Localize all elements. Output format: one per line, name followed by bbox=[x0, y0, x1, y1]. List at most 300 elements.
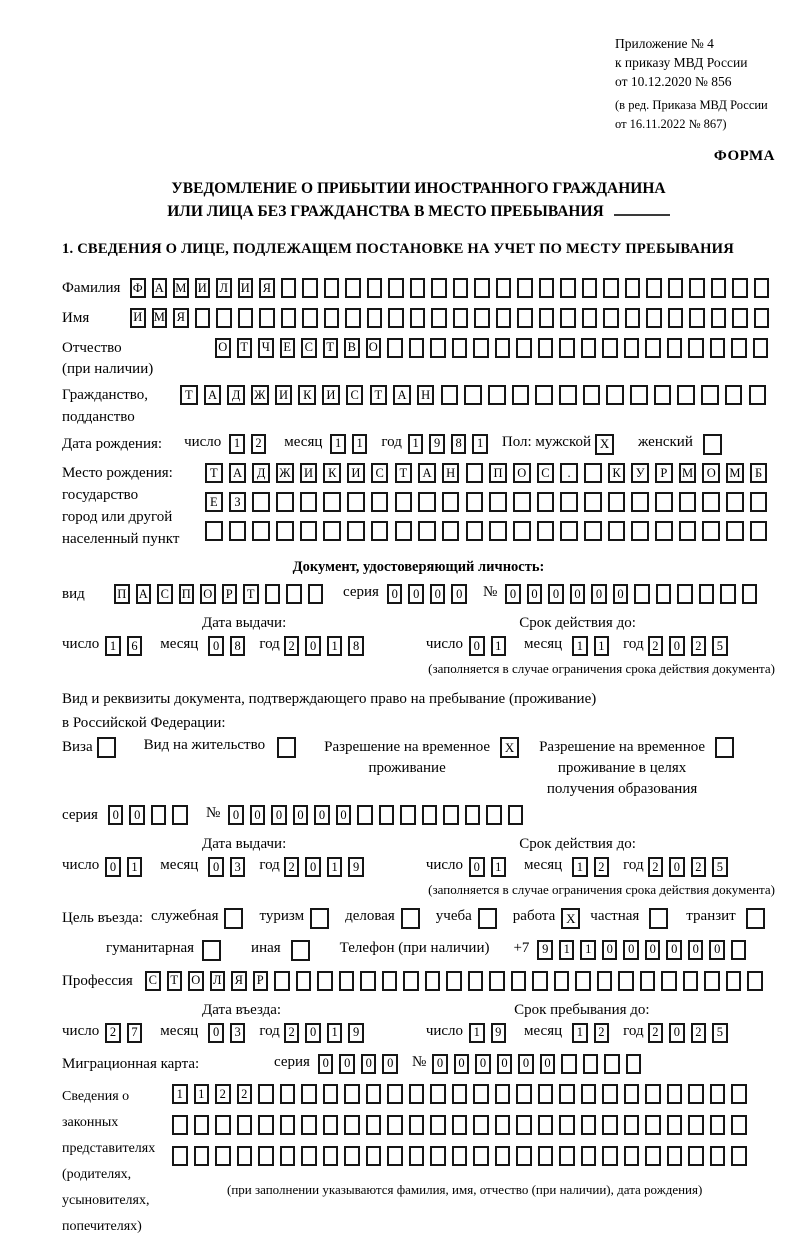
char-cell[interactable] bbox=[656, 584, 672, 604]
char-cell[interactable]: 1 bbox=[172, 1084, 188, 1104]
checkbox-cell[interactable] bbox=[202, 940, 221, 961]
char-cell[interactable]: 0 bbox=[454, 1054, 470, 1074]
char-cell[interactable] bbox=[535, 385, 553, 405]
char-cell[interactable] bbox=[667, 1084, 683, 1104]
char-cell[interactable] bbox=[410, 308, 426, 328]
char-cell[interactable]: И bbox=[300, 463, 318, 483]
char-cell[interactable]: 0 bbox=[540, 1054, 556, 1074]
char-cell[interactable] bbox=[677, 584, 693, 604]
char-cell[interactable] bbox=[559, 1084, 575, 1104]
char-cell[interactable] bbox=[468, 971, 484, 991]
char-cell[interactable]: К bbox=[323, 463, 341, 483]
char-cell[interactable] bbox=[538, 338, 554, 358]
char-cell[interactable]: 2 bbox=[648, 857, 664, 877]
char-cell[interactable]: Л bbox=[216, 278, 232, 298]
char-cell[interactable] bbox=[626, 1054, 642, 1074]
char-cell[interactable] bbox=[688, 1084, 704, 1104]
char-cell[interactable] bbox=[323, 521, 341, 541]
char-cell[interactable]: Н bbox=[442, 463, 460, 483]
char-cell[interactable]: 0 bbox=[430, 584, 446, 604]
char-cell[interactable]: 0 bbox=[105, 857, 121, 877]
char-cell[interactable] bbox=[731, 338, 747, 358]
char-cell[interactable]: 0 bbox=[108, 805, 124, 825]
char-cell[interactable]: 1 bbox=[572, 857, 588, 877]
char-cell[interactable] bbox=[324, 278, 340, 298]
char-cell[interactable] bbox=[688, 1115, 704, 1135]
char-cell[interactable]: 0 bbox=[250, 805, 266, 825]
char-cell[interactable] bbox=[726, 492, 744, 512]
char-cell[interactable] bbox=[357, 805, 373, 825]
char-cell[interactable] bbox=[194, 1115, 210, 1135]
char-cell[interactable] bbox=[258, 1146, 274, 1166]
char-cell[interactable]: 2 bbox=[251, 434, 267, 454]
char-cell[interactable] bbox=[516, 1115, 532, 1135]
char-cell[interactable] bbox=[323, 492, 341, 512]
char-cell[interactable]: Т bbox=[370, 385, 388, 405]
char-cell[interactable]: 0 bbox=[497, 1054, 513, 1074]
char-cell[interactable] bbox=[474, 308, 490, 328]
char-cell[interactable]: 1 bbox=[229, 434, 245, 454]
char-cell[interactable] bbox=[731, 1146, 747, 1166]
char-cell[interactable] bbox=[395, 492, 413, 512]
char-cell[interactable] bbox=[750, 521, 768, 541]
char-cell[interactable] bbox=[388, 308, 404, 328]
char-cell[interactable] bbox=[286, 584, 302, 604]
char-cell[interactable]: С bbox=[371, 463, 389, 483]
char-cell[interactable]: 1 bbox=[559, 940, 575, 960]
char-cell[interactable]: 2 bbox=[284, 857, 300, 877]
char-cell[interactable] bbox=[750, 492, 768, 512]
char-cell[interactable] bbox=[453, 278, 469, 298]
char-cell[interactable] bbox=[473, 338, 489, 358]
char-cell[interactable] bbox=[689, 278, 705, 298]
char-cell[interactable] bbox=[280, 1084, 296, 1104]
char-cell[interactable]: 9 bbox=[491, 1023, 507, 1043]
char-cell[interactable] bbox=[489, 492, 507, 512]
char-cell[interactable]: 0 bbox=[548, 584, 564, 604]
char-cell[interactable] bbox=[584, 492, 602, 512]
char-cell[interactable] bbox=[464, 385, 482, 405]
char-cell[interactable] bbox=[409, 1146, 425, 1166]
char-cell[interactable]: М bbox=[152, 308, 168, 328]
char-cell[interactable]: И bbox=[130, 308, 146, 328]
char-cell[interactable] bbox=[418, 521, 436, 541]
char-cell[interactable] bbox=[559, 338, 575, 358]
char-cell[interactable]: 2 bbox=[237, 1084, 253, 1104]
char-cell[interactable] bbox=[367, 308, 383, 328]
char-cell[interactable]: А bbox=[418, 463, 436, 483]
char-cell[interactable]: 0 bbox=[570, 584, 586, 604]
char-cell[interactable] bbox=[172, 1115, 188, 1135]
char-cell[interactable] bbox=[668, 308, 684, 328]
char-cell[interactable]: И bbox=[347, 463, 365, 483]
char-cell[interactable]: 0 bbox=[387, 584, 403, 604]
char-cell[interactable]: 3 bbox=[230, 857, 246, 877]
char-cell[interactable] bbox=[486, 805, 502, 825]
char-cell[interactable]: 0 bbox=[271, 805, 287, 825]
char-cell[interactable] bbox=[258, 1115, 274, 1135]
char-cell[interactable] bbox=[667, 338, 683, 358]
char-cell[interactable]: 1 bbox=[330, 434, 346, 454]
char-cell[interactable] bbox=[442, 521, 460, 541]
char-cell[interactable] bbox=[489, 971, 505, 991]
char-cell[interactable] bbox=[655, 521, 673, 541]
char-cell[interactable] bbox=[425, 971, 441, 991]
checkbox-cell[interactable] bbox=[715, 737, 734, 758]
char-cell[interactable] bbox=[732, 278, 748, 298]
char-cell[interactable]: О bbox=[702, 463, 720, 483]
char-cell[interactable]: 1 bbox=[194, 1084, 210, 1104]
char-cell[interactable] bbox=[645, 1115, 661, 1135]
char-cell[interactable] bbox=[302, 278, 318, 298]
char-cell[interactable] bbox=[710, 338, 726, 358]
char-cell[interactable] bbox=[508, 805, 524, 825]
checkbox-cell[interactable]: X bbox=[500, 737, 519, 758]
char-cell[interactable]: Д bbox=[227, 385, 245, 405]
char-cell[interactable] bbox=[604, 1054, 620, 1074]
char-cell[interactable] bbox=[731, 1115, 747, 1135]
char-cell[interactable]: 0 bbox=[228, 805, 244, 825]
char-cell[interactable]: 0 bbox=[475, 1054, 491, 1074]
char-cell[interactable] bbox=[452, 1146, 468, 1166]
char-cell[interactable] bbox=[584, 521, 602, 541]
char-cell[interactable] bbox=[646, 278, 662, 298]
char-cell[interactable] bbox=[754, 308, 770, 328]
char-cell[interactable] bbox=[667, 1146, 683, 1166]
char-cell[interactable] bbox=[581, 338, 597, 358]
char-cell[interactable]: 1 bbox=[408, 434, 424, 454]
char-cell[interactable]: У bbox=[631, 463, 649, 483]
checkbox-cell[interactable] bbox=[703, 434, 722, 455]
char-cell[interactable]: 1 bbox=[594, 636, 610, 656]
char-cell[interactable] bbox=[400, 805, 416, 825]
char-cell[interactable] bbox=[347, 492, 365, 512]
char-cell[interactable] bbox=[608, 492, 626, 512]
char-cell[interactable] bbox=[367, 278, 383, 298]
char-cell[interactable]: Б bbox=[750, 463, 768, 483]
char-cell[interactable] bbox=[559, 1115, 575, 1135]
char-cell[interactable] bbox=[645, 1146, 661, 1166]
char-cell[interactable]: 7 bbox=[127, 1023, 143, 1043]
char-cell[interactable] bbox=[172, 1146, 188, 1166]
char-cell[interactable] bbox=[259, 308, 275, 328]
char-cell[interactable]: 0 bbox=[336, 805, 352, 825]
char-cell[interactable] bbox=[473, 1115, 489, 1135]
char-cell[interactable] bbox=[645, 338, 661, 358]
char-cell[interactable]: Р bbox=[253, 971, 269, 991]
char-cell[interactable]: П bbox=[489, 463, 507, 483]
char-cell[interactable] bbox=[317, 971, 333, 991]
char-cell[interactable] bbox=[323, 1084, 339, 1104]
char-cell[interactable]: 8 bbox=[230, 636, 246, 656]
char-cell[interactable]: 9 bbox=[348, 1023, 364, 1043]
char-cell[interactable] bbox=[754, 278, 770, 298]
char-cell[interactable]: 0 bbox=[305, 636, 321, 656]
char-cell[interactable]: 2 bbox=[691, 1023, 707, 1043]
char-cell[interactable] bbox=[473, 1084, 489, 1104]
char-cell[interactable]: 0 bbox=[688, 940, 704, 960]
char-cell[interactable] bbox=[237, 1115, 253, 1135]
char-cell[interactable] bbox=[513, 492, 531, 512]
char-cell[interactable] bbox=[625, 308, 641, 328]
char-cell[interactable] bbox=[625, 278, 641, 298]
char-cell[interactable]: Ж bbox=[276, 463, 294, 483]
char-cell[interactable] bbox=[465, 805, 481, 825]
char-cell[interactable] bbox=[237, 1146, 253, 1166]
char-cell[interactable]: 0 bbox=[293, 805, 309, 825]
char-cell[interactable] bbox=[403, 971, 419, 991]
char-cell[interactable] bbox=[215, 1146, 231, 1166]
char-cell[interactable] bbox=[602, 1115, 618, 1135]
char-cell[interactable]: . bbox=[560, 463, 578, 483]
char-cell[interactable] bbox=[151, 805, 167, 825]
char-cell[interactable]: 0 bbox=[432, 1054, 448, 1074]
char-cell[interactable] bbox=[704, 971, 720, 991]
char-cell[interactable] bbox=[430, 1115, 446, 1135]
char-cell[interactable] bbox=[409, 1084, 425, 1104]
char-cell[interactable] bbox=[300, 492, 318, 512]
char-cell[interactable]: 2 bbox=[284, 636, 300, 656]
char-cell[interactable] bbox=[539, 308, 555, 328]
char-cell[interactable] bbox=[702, 492, 720, 512]
char-cell[interactable] bbox=[560, 521, 578, 541]
char-cell[interactable] bbox=[602, 1084, 618, 1104]
char-cell[interactable]: С bbox=[145, 971, 161, 991]
char-cell[interactable] bbox=[726, 521, 744, 541]
char-cell[interactable]: Т bbox=[395, 463, 413, 483]
char-cell[interactable]: С bbox=[157, 584, 173, 604]
char-cell[interactable]: 1 bbox=[572, 1023, 588, 1043]
char-cell[interactable] bbox=[630, 385, 648, 405]
char-cell[interactable]: И bbox=[238, 278, 254, 298]
char-cell[interactable]: О bbox=[215, 338, 231, 358]
char-cell[interactable] bbox=[324, 308, 340, 328]
char-cell[interactable]: Т bbox=[205, 463, 223, 483]
char-cell[interactable]: 1 bbox=[491, 636, 507, 656]
char-cell[interactable]: Л bbox=[210, 971, 226, 991]
char-cell[interactable]: А bbox=[393, 385, 411, 405]
char-cell[interactable] bbox=[701, 385, 719, 405]
char-cell[interactable] bbox=[488, 385, 506, 405]
char-cell[interactable] bbox=[711, 278, 727, 298]
char-cell[interactable]: 0 bbox=[305, 1023, 321, 1043]
char-cell[interactable] bbox=[344, 1084, 360, 1104]
char-cell[interactable] bbox=[699, 584, 715, 604]
char-cell[interactable] bbox=[516, 1146, 532, 1166]
char-cell[interactable]: 2 bbox=[594, 1023, 610, 1043]
char-cell[interactable] bbox=[581, 1115, 597, 1135]
char-cell[interactable]: 2 bbox=[648, 636, 664, 656]
char-cell[interactable]: 0 bbox=[382, 1054, 398, 1074]
char-cell[interactable] bbox=[281, 278, 297, 298]
char-cell[interactable]: С bbox=[346, 385, 364, 405]
char-cell[interactable]: 0 bbox=[339, 1054, 355, 1074]
char-cell[interactable] bbox=[301, 1115, 317, 1135]
char-cell[interactable] bbox=[645, 1084, 661, 1104]
char-cell[interactable]: В bbox=[344, 338, 360, 358]
char-cell[interactable] bbox=[747, 971, 763, 991]
char-cell[interactable] bbox=[172, 805, 188, 825]
char-cell[interactable] bbox=[301, 1084, 317, 1104]
char-cell[interactable]: 0 bbox=[129, 805, 145, 825]
char-cell[interactable]: 0 bbox=[408, 584, 424, 604]
char-cell[interactable] bbox=[511, 971, 527, 991]
char-cell[interactable]: 3 bbox=[230, 1023, 246, 1043]
char-cell[interactable] bbox=[229, 521, 247, 541]
char-cell[interactable]: Д bbox=[252, 463, 270, 483]
char-cell[interactable] bbox=[265, 584, 281, 604]
char-cell[interactable] bbox=[345, 278, 361, 298]
char-cell[interactable] bbox=[276, 492, 294, 512]
char-cell[interactable] bbox=[495, 1146, 511, 1166]
char-cell[interactable] bbox=[252, 492, 270, 512]
char-cell[interactable]: 0 bbox=[527, 584, 543, 604]
char-cell[interactable]: Т bbox=[243, 584, 259, 604]
char-cell[interactable] bbox=[532, 971, 548, 991]
char-cell[interactable] bbox=[561, 1054, 577, 1074]
char-cell[interactable]: И bbox=[322, 385, 340, 405]
char-cell[interactable]: Т bbox=[180, 385, 198, 405]
char-cell[interactable] bbox=[495, 1084, 511, 1104]
char-cell[interactable]: С bbox=[537, 463, 555, 483]
char-cell[interactable]: 1 bbox=[327, 857, 343, 877]
char-cell[interactable] bbox=[631, 492, 649, 512]
char-cell[interactable] bbox=[711, 308, 727, 328]
char-cell[interactable]: 0 bbox=[669, 857, 685, 877]
char-cell[interactable]: 1 bbox=[327, 636, 343, 656]
char-cell[interactable]: 0 bbox=[591, 584, 607, 604]
char-cell[interactable]: 0 bbox=[451, 584, 467, 604]
char-cell[interactable] bbox=[466, 492, 484, 512]
char-cell[interactable] bbox=[345, 308, 361, 328]
char-cell[interactable] bbox=[539, 278, 555, 298]
char-cell[interactable]: 0 bbox=[469, 636, 485, 656]
char-cell[interactable]: 1 bbox=[127, 857, 143, 877]
char-cell[interactable] bbox=[677, 385, 695, 405]
char-cell[interactable] bbox=[688, 1146, 704, 1166]
char-cell[interactable]: И bbox=[195, 278, 211, 298]
checkbox-cell[interactable] bbox=[401, 908, 420, 929]
checkbox-cell[interactable] bbox=[224, 908, 243, 929]
char-cell[interactable] bbox=[554, 971, 570, 991]
char-cell[interactable]: 0 bbox=[361, 1054, 377, 1074]
char-cell[interactable] bbox=[301, 1146, 317, 1166]
char-cell[interactable] bbox=[679, 521, 697, 541]
char-cell[interactable] bbox=[344, 1146, 360, 1166]
char-cell[interactable] bbox=[495, 1115, 511, 1135]
char-cell[interactable] bbox=[710, 1084, 726, 1104]
char-cell[interactable] bbox=[689, 308, 705, 328]
char-cell[interactable] bbox=[512, 385, 530, 405]
char-cell[interactable]: 0 bbox=[669, 1023, 685, 1043]
char-cell[interactable]: 9 bbox=[348, 857, 364, 877]
char-cell[interactable]: Я bbox=[259, 278, 275, 298]
char-cell[interactable] bbox=[215, 1115, 231, 1135]
char-cell[interactable]: 0 bbox=[709, 940, 725, 960]
char-cell[interactable]: Е bbox=[280, 338, 296, 358]
checkbox-cell[interactable] bbox=[97, 737, 116, 758]
char-cell[interactable] bbox=[581, 1084, 597, 1104]
char-cell[interactable]: Я bbox=[173, 308, 189, 328]
char-cell[interactable]: П bbox=[179, 584, 195, 604]
char-cell[interactable]: О bbox=[188, 971, 204, 991]
char-cell[interactable]: 2 bbox=[105, 1023, 121, 1043]
checkbox-cell[interactable] bbox=[478, 908, 497, 929]
char-cell[interactable] bbox=[516, 1084, 532, 1104]
char-cell[interactable]: 1 bbox=[580, 940, 596, 960]
char-cell[interactable] bbox=[466, 521, 484, 541]
char-cell[interactable] bbox=[194, 1146, 210, 1166]
char-cell[interactable] bbox=[654, 385, 672, 405]
checkbox-cell[interactable] bbox=[291, 940, 310, 961]
char-cell[interactable] bbox=[575, 971, 591, 991]
char-cell[interactable] bbox=[608, 521, 626, 541]
char-cell[interactable]: А bbox=[136, 584, 152, 604]
char-cell[interactable]: Н bbox=[417, 385, 435, 405]
char-cell[interactable]: О bbox=[513, 463, 531, 483]
char-cell[interactable]: 0 bbox=[208, 857, 224, 877]
char-cell[interactable]: М bbox=[679, 463, 697, 483]
char-cell[interactable]: Т bbox=[323, 338, 339, 358]
char-cell[interactable] bbox=[683, 971, 699, 991]
char-cell[interactable] bbox=[409, 338, 425, 358]
char-cell[interactable] bbox=[726, 971, 742, 991]
char-cell[interactable]: Ж bbox=[251, 385, 269, 405]
char-cell[interactable]: 1 bbox=[491, 857, 507, 877]
char-cell[interactable]: А bbox=[152, 278, 168, 298]
checkbox-cell[interactable] bbox=[746, 908, 765, 929]
char-cell[interactable] bbox=[624, 1146, 640, 1166]
char-cell[interactable] bbox=[560, 278, 576, 298]
char-cell[interactable] bbox=[538, 1115, 554, 1135]
char-cell[interactable] bbox=[560, 308, 576, 328]
char-cell[interactable] bbox=[395, 521, 413, 541]
char-cell[interactable] bbox=[742, 584, 758, 604]
char-cell[interactable] bbox=[582, 308, 598, 328]
char-cell[interactable]: Ч bbox=[258, 338, 274, 358]
char-cell[interactable] bbox=[583, 1054, 599, 1074]
char-cell[interactable]: 0 bbox=[602, 940, 618, 960]
char-cell[interactable] bbox=[300, 521, 318, 541]
char-cell[interactable] bbox=[537, 521, 555, 541]
char-cell[interactable]: 6 bbox=[127, 636, 143, 656]
char-cell[interactable] bbox=[388, 278, 404, 298]
char-cell[interactable] bbox=[624, 1115, 640, 1135]
char-cell[interactable] bbox=[679, 492, 697, 512]
char-cell[interactable] bbox=[443, 805, 459, 825]
char-cell[interactable]: Р bbox=[655, 463, 673, 483]
char-cell[interactable]: А bbox=[229, 463, 247, 483]
char-cell[interactable] bbox=[302, 308, 318, 328]
char-cell[interactable] bbox=[371, 492, 389, 512]
char-cell[interactable] bbox=[452, 1084, 468, 1104]
char-cell[interactable]: 0 bbox=[314, 805, 330, 825]
char-cell[interactable] bbox=[710, 1115, 726, 1135]
char-cell[interactable] bbox=[308, 584, 324, 604]
char-cell[interactable] bbox=[379, 805, 395, 825]
char-cell[interactable]: 1 bbox=[572, 636, 588, 656]
char-cell[interactable] bbox=[474, 278, 490, 298]
char-cell[interactable]: 5 bbox=[712, 636, 728, 656]
char-cell[interactable] bbox=[513, 521, 531, 541]
char-cell[interactable]: 8 bbox=[451, 434, 467, 454]
char-cell[interactable] bbox=[452, 1115, 468, 1135]
char-cell[interactable] bbox=[516, 338, 532, 358]
char-cell[interactable] bbox=[274, 971, 290, 991]
char-cell[interactable] bbox=[495, 338, 511, 358]
char-cell[interactable] bbox=[603, 308, 619, 328]
char-cell[interactable]: 2 bbox=[594, 857, 610, 877]
